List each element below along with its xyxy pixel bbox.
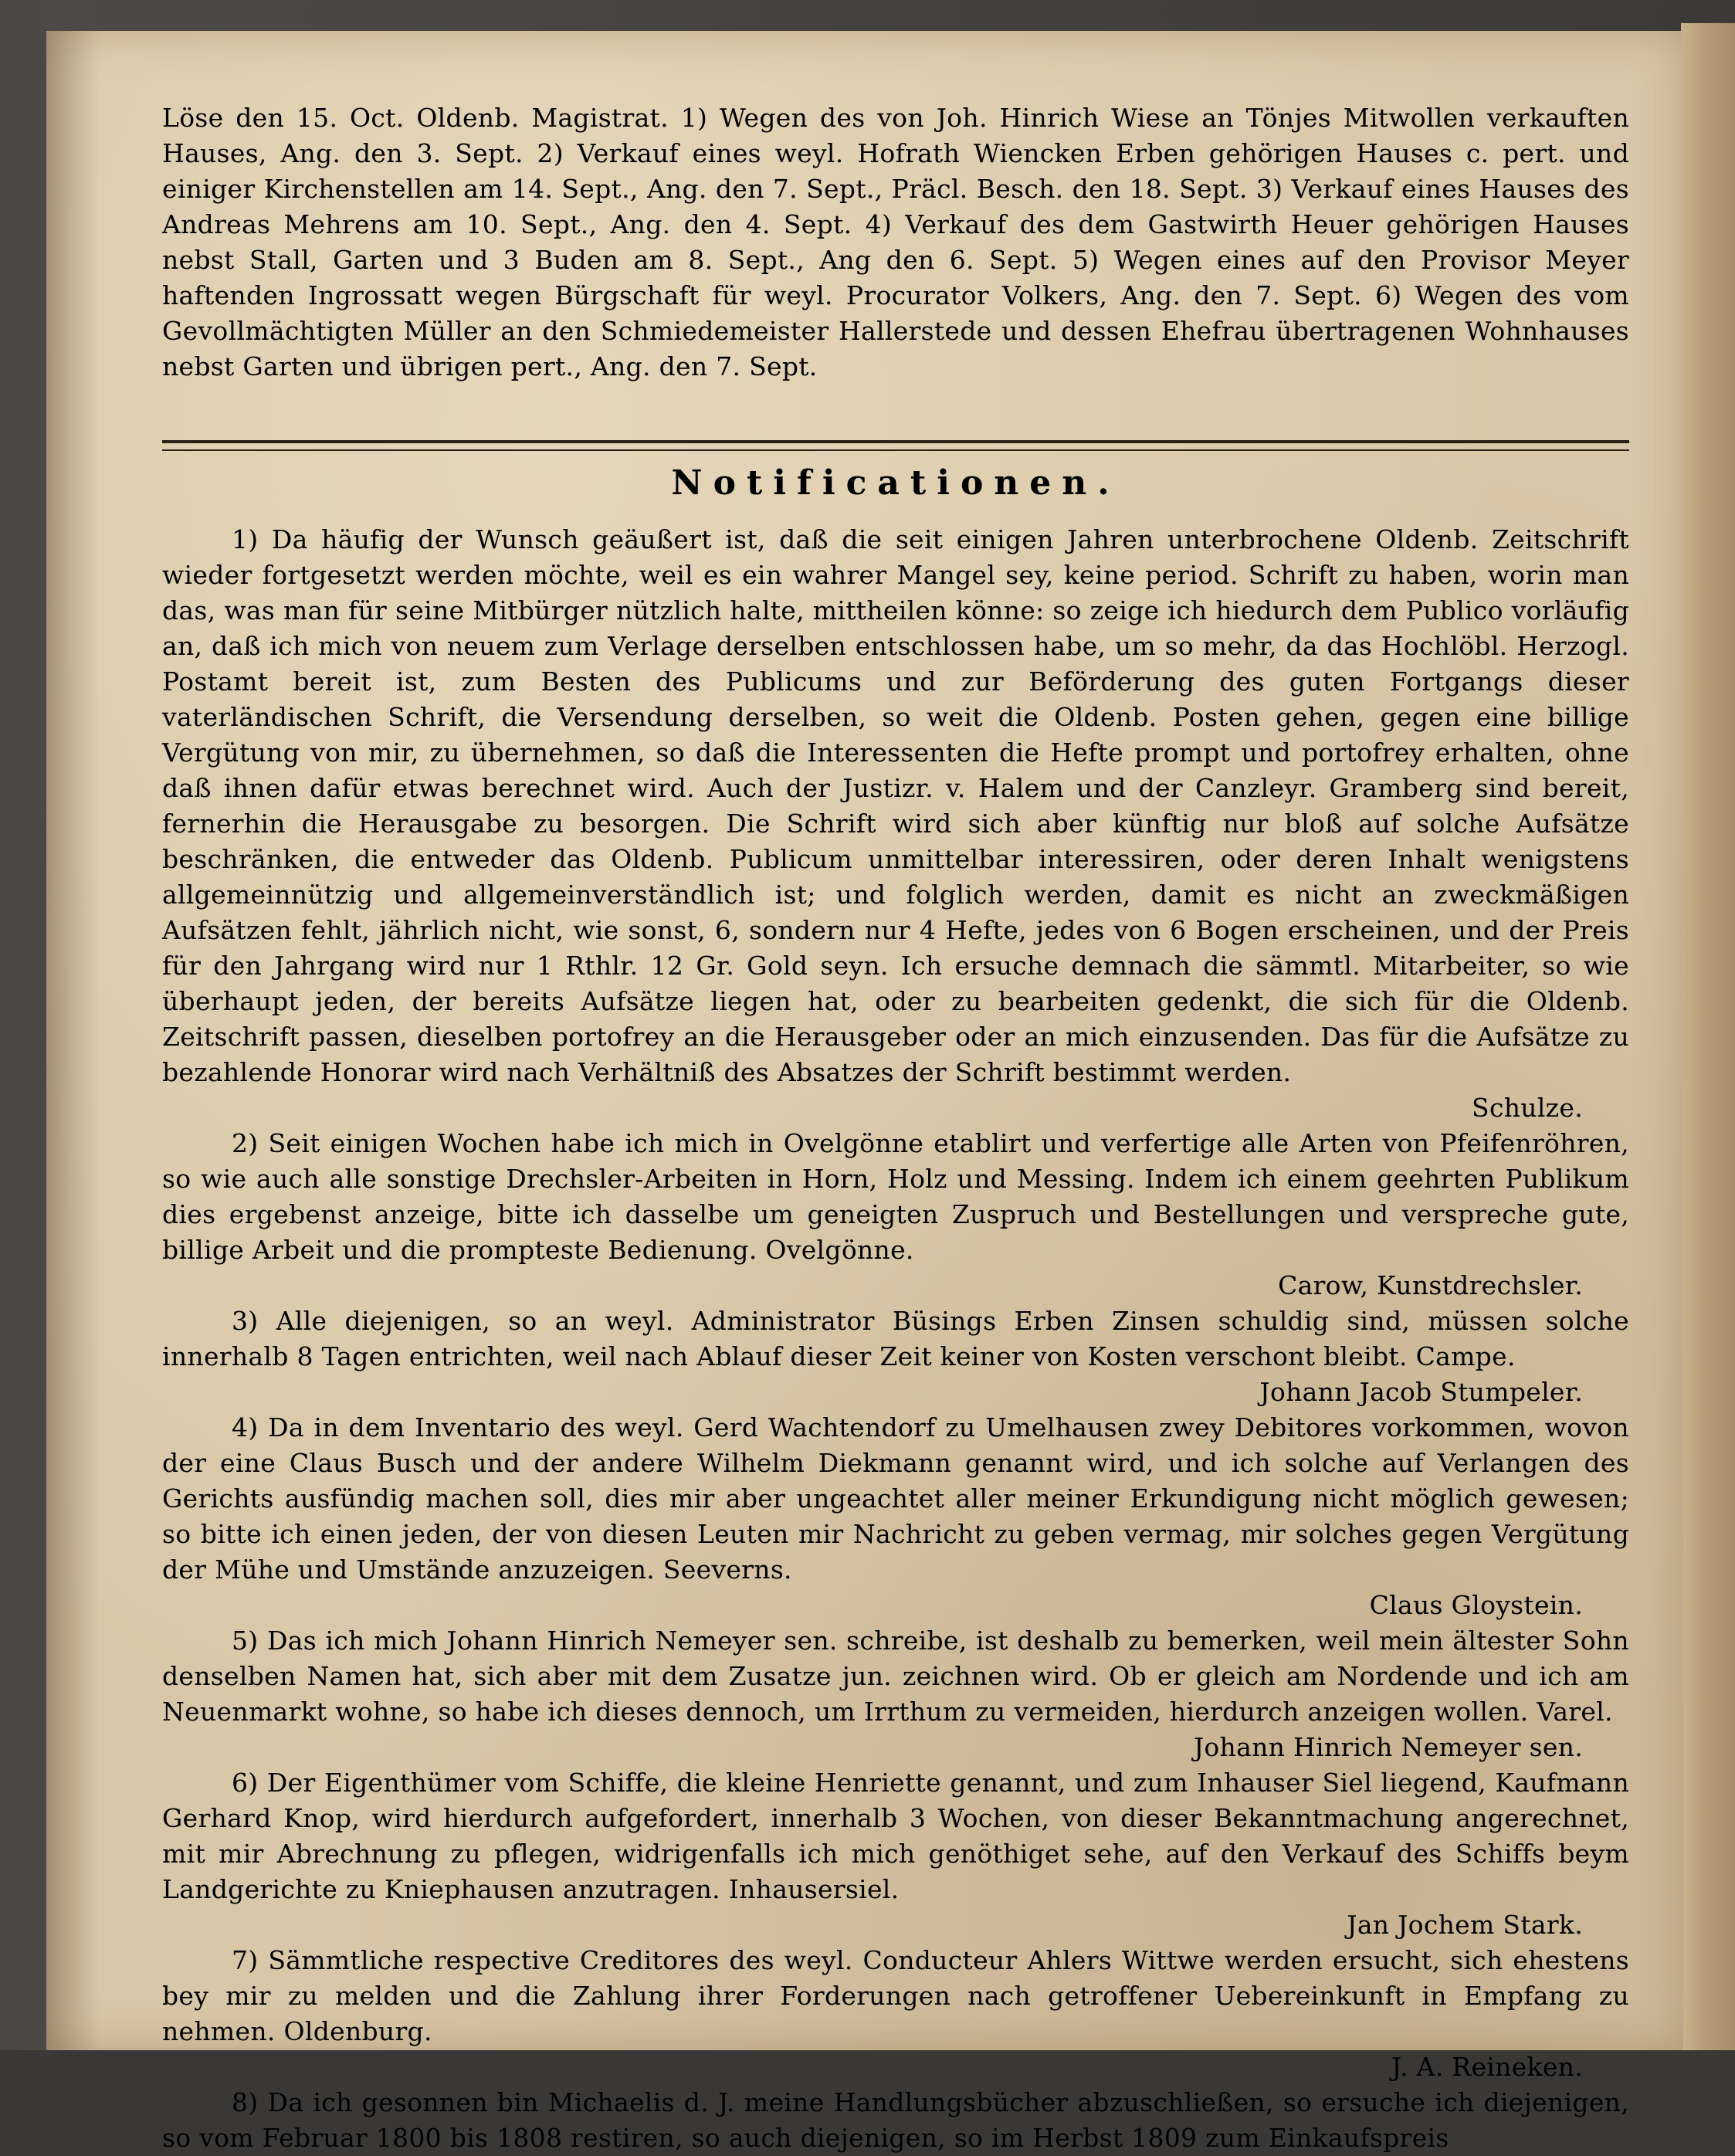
- notice-signature: Carow, Kunstdrechsler.: [1278, 1270, 1583, 1300]
- next-page-edge: [1681, 23, 1735, 2050]
- notice-text: 1) Da häufig der Wunsch geäußert ist, daß die seit einigen Jahren unterbrochene Oldenb. Zeitschrift wieder fortgesetzt werden möchte, weil es ein wahrer Mangel sey, keine period. Schrift zu haben, worin man das, was man für seine Mitbürger nützlich halte, mittheilen könne: so zeige ich hiedurch dem Publico vorläufig an, daß ich mich von neuem zum Verlage derselben entschlossen habe, um so mehr, da das Hochlöbl. Herzogl. Postamt bereit ist, zum Besten des Publicums und zur Beförderung des guten Fortgangs dieser vaterländischen Schrift, die Versendung derselben, so weit die Oldenb. Posten gehen, gegen eine billige Vergütung von mir, zu übernehmen, so daß die Interessenten die Hefte prompt und portofrey erhalten, ohne daß ihnen dafür etwas berechnet wird. Auch der Justizr. v. Halem und der Canzleyr. Gramberg sind bereit, fernerhin die Herausgabe zu besorgen. Die Schrift wird sich aber künftig nur bloß auf solche Aufsätze beschränken, die entweder das Oldenb. Publicum unmittelbar interessiren, oder deren Inhalt wenigstens allgemeinnützig und allgemeinverständlich ist; und folglich werden, damit es nicht an zweckmäßigen Aufsätzen fehlt, jährlich nicht, wie sonst, 6, sondern nur 4 Hefte, jedes von 6 Bogen erscheinen, und der Preis für den Jahrgang wird nur 1 Rthlr. 12 Gr. Gold seyn. Ich ersuche demnach die sämmtl. Mitarbeiter, so wie überhaupt jeden, der bereits Aufsätze liegen hat, oder zu bearbeiten gedenkt, die sich für die Oldenb. Zeitschrift passen, dieselben portofrey an die Herausgeber oder an mich einzusenden. Das für die Aufsätze zu bezahlende Honorar wird nach Verhältniß des Absatzes der Schrift bestimmt werden.: [162, 524, 1629, 1087]
- notice-4: [162, 1410, 1629, 1623]
- notifications-list: [162, 522, 1629, 2156]
- notice-text: 5) Das ich mich Johann Hinrich Nemeyer sen. schreibe, ist deshalb zu bemerken, weil mein ältester Sohn denselben Namen hat, sich aber mit dem Zusatze jun. zeichnen wird. Ob er gleich am Nordende und ich am Neuenmarkt wohne, so habe ich dieses dennoch, um Irrthum zu vermeiden, hierdurch anzeigen wollen. Varel.: [162, 1625, 1629, 1727]
- notice-3: [162, 1303, 1629, 1410]
- binding-shadow: [46, 31, 100, 2050]
- notice-7: [162, 1943, 1629, 2085]
- notice-signature: Jan Jochem Stark.: [1347, 1910, 1583, 1940]
- notice-8: [162, 2085, 1629, 2156]
- notice-5: [162, 1623, 1629, 1765]
- notice-signature: J. A. Reineken.: [1391, 2052, 1583, 2082]
- magistrate-notice: Löse den 15. Oct. Oldenb. Magistrat. 1) Wegen des von Joh. Hinrich Wiese an Tönjes Mitwollen verkauften Hauses, Ang. den 3. Sept. 2) Verkauf eines weyl. Hofrath Wiencken Erben gehörigen Hauses c. pert. und einiger Kirchenstellen am 14. Sept., Ang. den 7. Sept., Präcl. Besch. den 18. Sept. 3) Verkauf eines Hauses des Andreas Mehrens am 10. Sept., Ang. den 4. Sept. 4) Verkauf des dem Gastwirth Heuer gehörigen Hauses nebst Stall, Garten und 3 Buden am 8. Sept., Ang den 6. Sept. 5) Wegen eines auf den Provisor Meyer haftenden Ingrossatt wegen Bürgschaft für weyl. Procurator Volkers, Ang. den 7. Sept. 6) Wegen des vom Gevollmächtigten Müller an den Schmiedemeister Hallerstede und dessen Ehefrau übertragenen Wohnhauses nebst Garten und übrigen pert., Ang. den 7. Sept.: [162, 103, 1629, 381]
- separator-rule-thin: [162, 449, 1629, 451]
- notice-text: 2) Seit einigen Wochen habe ich mich in Ovelgönne etablirt und verfertige alle Arten von Pfeifenröhren, so wie auch alle sonstige Drechsler-Arbeiten in Horn, Holz und Messing. Indem ich einem geehrten Publikum dies ergebenst anzeige, bitte ich dasselbe um geneigten Zuspruch und Bestellungen und verspreche gute, billige Arbeit und die prompteste Bedienung. Ovelgönne.: [162, 1128, 1629, 1265]
- notice-6: [162, 1765, 1629, 1943]
- notice-1: [162, 522, 1629, 1126]
- notice-text: 3) Alle diejenigen, so an weyl. Administrator Büsings Erben Zinsen schuldig sind, müssen solche innerhalb 8 Tagen entrichten, weil nach Ablauf dieser Zeit keiner von Kosten verschont bleibt. Campe.: [162, 1306, 1629, 1371]
- section-title: Notificationen.: [671, 463, 1120, 503]
- notice-signature: Johann Hinrich Nemeyer sen.: [1193, 1732, 1583, 1762]
- notice-text: 8) Da ich gesonnen bin Michaelis d. J. meine Handlungsbücher abzuschließen, so ersuche ich diejenigen, so vom Februar 1800 bis 1808 restiren, so auch diejenigen, so im Herbst 1809 zum Einkaufspreis: [162, 2087, 1629, 2153]
- notice-2: [162, 1126, 1629, 1303]
- notice-signature: Johann Jacob Stumpeler.: [1259, 1377, 1583, 1407]
- notice-text: 4) Da in dem Inventario des weyl. Gerd Wachtendorf zu Umelhausen zwey Debitores vorkommen, wovon der eine Claus Busch und der andere Wilhelm Diekmann genannt wird, und ich solche auf Verlangen des Gerichts ausfündig machen soll, dies mir aber ungeachtet aller meiner Erkundigung nicht möglich gewesen; so bitte ich einen jeden, der von diesen Leuten mir Nachricht zu geben vermag, mir solches gegen Vergütung der Mühe und Umstände anzuzeigen. Seeverns.: [162, 1412, 1629, 1585]
- notice-signature: Claus Gloystein.: [1369, 1590, 1583, 1620]
- separator-rule: [162, 440, 1629, 443]
- notice-text: 6) Der Eigenthümer vom Schiffe, die kleine Henriette genannt, und zum Inhauser Siel liegend, Kaufmann Gerhard Knop, wird hierdurch aufgefordert, innerhalb 3 Wochen, von dieser Bekanntmachung angerechnet, mit mir Abrechnung zu pflegen, widrigenfalls ich mich genöthiget sehe, auf den Verkauf des Schiffs beym Landgerichte zu Kniephausen anzutragen. Inhausersiel.: [162, 1768, 1629, 1904]
- notice-signature: Schulze.: [1472, 1093, 1583, 1123]
- notice-text: 7) Sämmtliche respective Creditores des weyl. Conducteur Ahlers Wittwe werden ersucht, sich ehestens bey mir zu melden und die Zahlung ihrer Forderungen nach getroffener Uebereinkunft in Empfang zu nehmen. Oldenburg.: [162, 1945, 1629, 2046]
